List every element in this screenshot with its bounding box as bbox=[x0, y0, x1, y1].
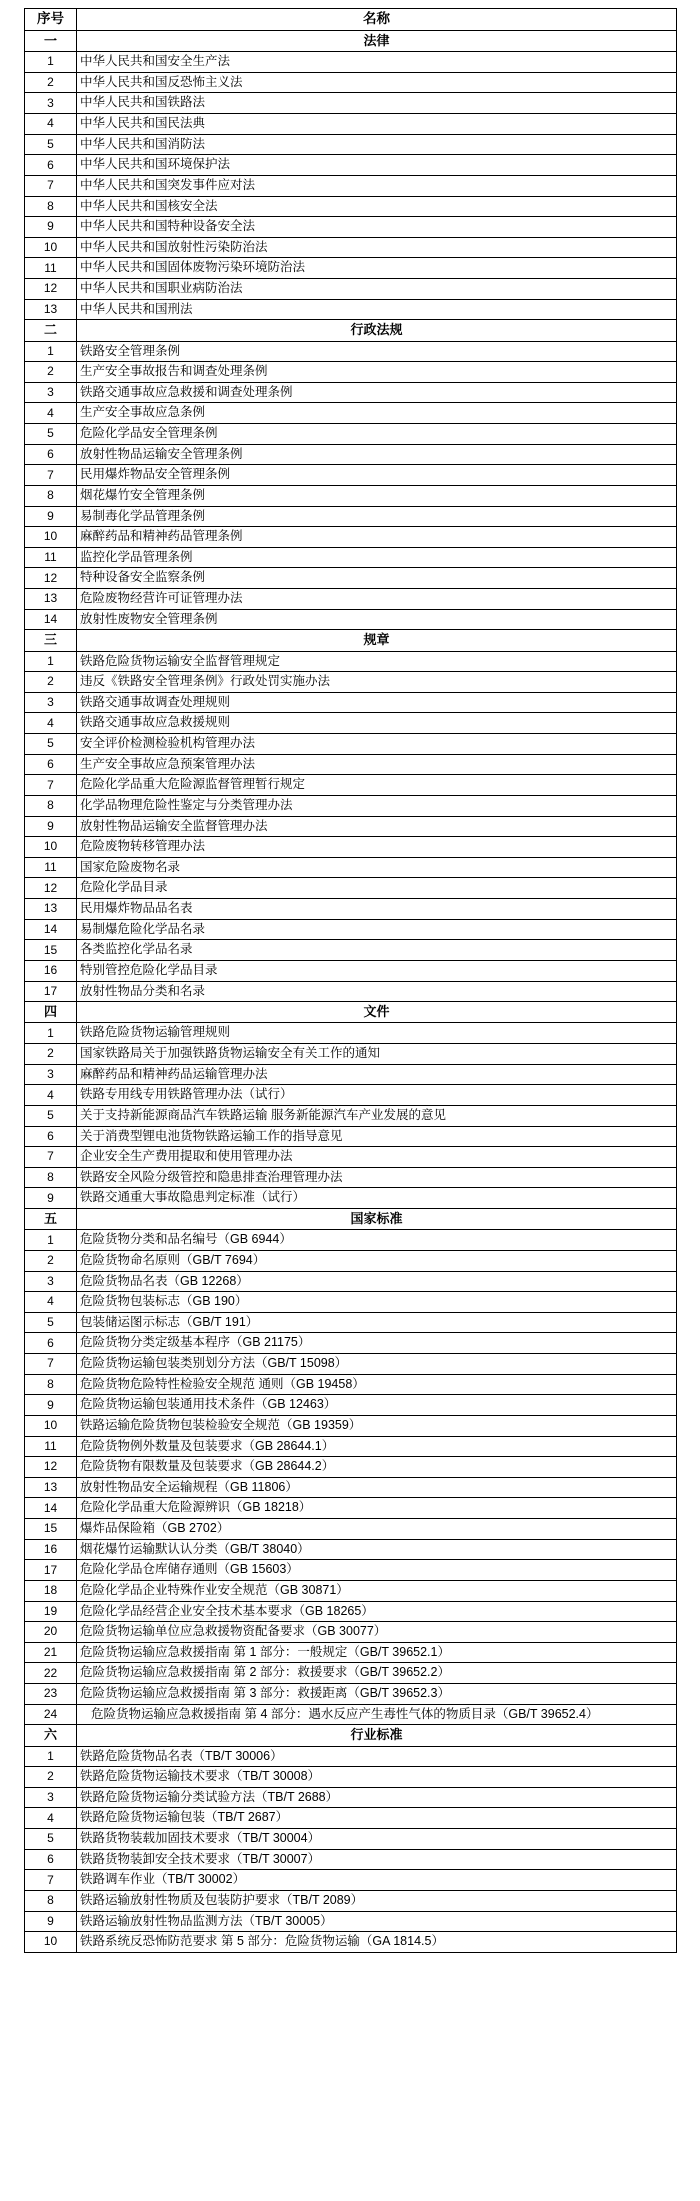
row-index: 8 bbox=[25, 1167, 77, 1188]
row-name: 中华人民共和国刑法 bbox=[77, 299, 677, 320]
table-row bbox=[25, 114, 677, 135]
table-row bbox=[25, 424, 677, 445]
table-row bbox=[25, 1023, 677, 1044]
row-index: 3 bbox=[25, 692, 77, 713]
row-index: 13 bbox=[25, 899, 77, 920]
row-index: 12 bbox=[25, 568, 77, 589]
row-name: 铁路危险货物品名表（TB/T 30006） bbox=[77, 1746, 677, 1767]
table-row bbox=[25, 1333, 677, 1354]
row-name: 危险货物分类定级基本程序（GB 21175） bbox=[77, 1333, 677, 1354]
row-index: 11 bbox=[25, 258, 77, 279]
row-name: 中华人民共和国核安全法 bbox=[77, 196, 677, 217]
table-row bbox=[25, 837, 677, 858]
row-index: 8 bbox=[25, 196, 77, 217]
table-row bbox=[25, 960, 677, 981]
table-row bbox=[25, 940, 677, 961]
row-name: 铁路货物装载加固技术要求（TB/T 30004） bbox=[77, 1829, 677, 1850]
row-name: 生产安全事故应急预案管理办法 bbox=[77, 754, 677, 775]
row-name: 铁路交通事故应急救援和调查处理条例 bbox=[77, 382, 677, 403]
row-name: 放射性物品安全运输规程（GB 11806） bbox=[77, 1477, 677, 1498]
row-name: 国家危险废物名录 bbox=[77, 857, 677, 878]
row-name: 危险货物运输包装通用技术条件（GB 12463） bbox=[77, 1395, 677, 1416]
row-index: 6 bbox=[25, 155, 77, 176]
row-name: 中华人民共和国固体废物污染环境防治法 bbox=[77, 258, 677, 279]
table-row bbox=[25, 1932, 677, 1953]
row-index: 8 bbox=[25, 485, 77, 506]
row-name: 生产安全事故应急条例 bbox=[77, 403, 677, 424]
row-name: 生产安全事故报告和调查处理条例 bbox=[77, 362, 677, 383]
table-row bbox=[25, 547, 677, 568]
table-row bbox=[25, 1642, 677, 1663]
row-name: 烟花爆竹运输默认认分类（GB/T 38040） bbox=[77, 1539, 677, 1560]
column-header-index: 序号 bbox=[25, 9, 77, 31]
row-index: 1 bbox=[25, 1230, 77, 1251]
section-title: 规章 bbox=[77, 630, 677, 651]
row-index: 2 bbox=[25, 672, 77, 693]
row-name: 关于支持新能源商品汽车铁路运输 服务新能源汽车产业发展的意见 bbox=[77, 1105, 677, 1126]
row-name: 麻醉药品和精神药品运输管理办法 bbox=[77, 1064, 677, 1085]
row-index: 8 bbox=[25, 1890, 77, 1911]
table-row bbox=[25, 93, 677, 114]
row-index: 7 bbox=[25, 1870, 77, 1891]
row-name: 危险货物危险特性检验安全规范 通则（GB 19458） bbox=[77, 1374, 677, 1395]
row-index: 24 bbox=[25, 1704, 77, 1725]
row-index: 11 bbox=[25, 547, 77, 568]
row-name: 中华人民共和国突发事件应对法 bbox=[77, 175, 677, 196]
row-index: 3 bbox=[25, 93, 77, 114]
table-row bbox=[25, 981, 677, 1002]
row-name: 企业安全生产费用提取和使用管理办法 bbox=[77, 1147, 677, 1168]
section-row bbox=[25, 1725, 677, 1746]
section-index: 三 bbox=[25, 630, 77, 651]
row-name: 铁路专用线专用铁路管理办法（试行） bbox=[77, 1085, 677, 1106]
table-row bbox=[25, 1292, 677, 1313]
section-index: 二 bbox=[25, 320, 77, 341]
table-row bbox=[25, 1271, 677, 1292]
row-name: 铁路危险货物运输包装（TB/T 2687） bbox=[77, 1808, 677, 1829]
section-index: 六 bbox=[25, 1725, 77, 1746]
table-body bbox=[25, 30, 677, 1952]
table-row bbox=[25, 382, 677, 403]
row-name: 铁路危险货物运输管理规则 bbox=[77, 1023, 677, 1044]
row-index: 4 bbox=[25, 403, 77, 424]
row-index: 2 bbox=[25, 1250, 77, 1271]
row-index: 22 bbox=[25, 1663, 77, 1684]
section-title: 文件 bbox=[77, 1002, 677, 1023]
section-title: 国家标准 bbox=[77, 1209, 677, 1230]
row-name: 放射性物品运输安全监督管理办法 bbox=[77, 816, 677, 837]
row-index: 10 bbox=[25, 527, 77, 548]
row-name: 铁路安全管理条例 bbox=[77, 341, 677, 362]
table-row bbox=[25, 1849, 677, 1870]
table-row bbox=[25, 1767, 677, 1788]
table-row bbox=[25, 899, 677, 920]
row-name: 易制毒化学品管理条例 bbox=[77, 506, 677, 527]
table-row bbox=[25, 1167, 677, 1188]
row-name: 危险货物运输包装类别划分方法（GB/T 15098） bbox=[77, 1354, 677, 1375]
table-row bbox=[25, 1601, 677, 1622]
table-row bbox=[25, 1539, 677, 1560]
row-name: 铁路危险货物运输分类试验方法（TB/T 2688） bbox=[77, 1787, 677, 1808]
row-index: 10 bbox=[25, 837, 77, 858]
table-row bbox=[25, 1663, 677, 1684]
row-index: 6 bbox=[25, 444, 77, 465]
table-row bbox=[25, 1684, 677, 1705]
table-row bbox=[25, 1395, 677, 1416]
row-name: 铁路安全风险分级管控和隐患排查治理管理办法 bbox=[77, 1167, 677, 1188]
row-index: 10 bbox=[25, 1415, 77, 1436]
row-name: 放射性废物安全管理条例 bbox=[77, 609, 677, 630]
row-index: 9 bbox=[25, 217, 77, 238]
row-index: 14 bbox=[25, 609, 77, 630]
table-row bbox=[25, 1126, 677, 1147]
row-index: 9 bbox=[25, 1395, 77, 1416]
table-row bbox=[25, 52, 677, 73]
table-row bbox=[25, 878, 677, 899]
table-row bbox=[25, 341, 677, 362]
row-name: 危险货物运输单位应急救援物资配备要求（GB 30077） bbox=[77, 1622, 677, 1643]
row-index: 18 bbox=[25, 1580, 77, 1601]
row-index: 6 bbox=[25, 1126, 77, 1147]
row-index: 19 bbox=[25, 1601, 77, 1622]
table-row bbox=[25, 72, 677, 93]
table-row bbox=[25, 672, 677, 693]
table-row bbox=[25, 444, 677, 465]
row-name: 危险货物运输应急救援指南 第 1 部分：一般规定（GB/T 39652.1） bbox=[77, 1642, 677, 1663]
row-name: 中华人民共和国职业病防治法 bbox=[77, 279, 677, 300]
row-index: 3 bbox=[25, 1787, 77, 1808]
row-index: 2 bbox=[25, 362, 77, 383]
row-name: 特别管控危险化学品目录 bbox=[77, 960, 677, 981]
row-name: 危险化学品企业特殊作业安全规范（GB 30871） bbox=[77, 1580, 677, 1601]
section-row bbox=[25, 630, 677, 651]
table-row bbox=[25, 1415, 677, 1436]
table-row bbox=[25, 651, 677, 672]
table-row bbox=[25, 589, 677, 610]
table-row bbox=[25, 1870, 677, 1891]
table-row bbox=[25, 279, 677, 300]
row-index: 12 bbox=[25, 1457, 77, 1478]
row-name: 中华人民共和国反恐怖主义法 bbox=[77, 72, 677, 93]
row-name: 危险货物运输应急救援指南 第 3 部分：救援距离（GB/T 39652.3） bbox=[77, 1684, 677, 1705]
row-index: 5 bbox=[25, 1829, 77, 1850]
row-index: 14 bbox=[25, 919, 77, 940]
row-name: 危险货物命名原则（GB/T 7694） bbox=[77, 1250, 677, 1271]
table-row bbox=[25, 775, 677, 796]
table-row bbox=[25, 1808, 677, 1829]
row-index: 13 bbox=[25, 589, 77, 610]
row-index: 3 bbox=[25, 382, 77, 403]
row-index: 8 bbox=[25, 1374, 77, 1395]
row-index: 2 bbox=[25, 72, 77, 93]
row-name: 国家铁路局关于加强铁路货物运输安全有关工作的通知 bbox=[77, 1044, 677, 1065]
table-row bbox=[25, 217, 677, 238]
row-name: 特种设备安全监察条例 bbox=[77, 568, 677, 589]
table-row bbox=[25, 1064, 677, 1085]
table-header-row bbox=[25, 9, 677, 31]
column-header-name: 名称 bbox=[77, 9, 677, 31]
row-name: 危险货物例外数量及包装要求（GB 28644.1） bbox=[77, 1436, 677, 1457]
row-name: 中华人民共和国安全生产法 bbox=[77, 52, 677, 73]
row-index: 4 bbox=[25, 713, 77, 734]
section-title: 行政法规 bbox=[77, 320, 677, 341]
row-index: 4 bbox=[25, 1085, 77, 1106]
row-name: 铁路交通重大事故隐患判定标准（试行） bbox=[77, 1188, 677, 1209]
table-row bbox=[25, 754, 677, 775]
row-name: 各类监控化学品名录 bbox=[77, 940, 677, 961]
row-name: 中华人民共和国铁路法 bbox=[77, 93, 677, 114]
row-index: 17 bbox=[25, 1560, 77, 1581]
table-row bbox=[25, 465, 677, 486]
table-row bbox=[25, 155, 677, 176]
row-name: 放射性物品分类和名录 bbox=[77, 981, 677, 1002]
row-name: 危险货物品名表（GB 12268） bbox=[77, 1271, 677, 1292]
table-row bbox=[25, 795, 677, 816]
row-index: 5 bbox=[25, 1312, 77, 1333]
section-index: 五 bbox=[25, 1209, 77, 1230]
row-index: 9 bbox=[25, 1911, 77, 1932]
row-name: 易制爆危险化学品名录 bbox=[77, 919, 677, 940]
table-row bbox=[25, 857, 677, 878]
row-name: 监控化学品管理条例 bbox=[77, 547, 677, 568]
table-row bbox=[25, 1147, 677, 1168]
row-name: 中华人民共和国消防法 bbox=[77, 134, 677, 155]
row-index: 9 bbox=[25, 506, 77, 527]
row-index: 10 bbox=[25, 237, 77, 258]
table-row bbox=[25, 1230, 677, 1251]
row-index: 11 bbox=[25, 1436, 77, 1457]
table-row bbox=[25, 1354, 677, 1375]
row-index: 4 bbox=[25, 1292, 77, 1313]
table-row bbox=[25, 485, 677, 506]
row-index: 15 bbox=[25, 940, 77, 961]
row-name: 危险化学品仓库储存通则（GB 15603） bbox=[77, 1560, 677, 1581]
table-row bbox=[25, 1250, 677, 1271]
table-row bbox=[25, 1498, 677, 1519]
row-name: 铁路危险货物运输安全监督管理规定 bbox=[77, 651, 677, 672]
table-row bbox=[25, 919, 677, 940]
row-name: 铁路运输放射性物质及包装防护要求（TB/T 2089） bbox=[77, 1890, 677, 1911]
table-row bbox=[25, 1519, 677, 1540]
table-row bbox=[25, 1829, 677, 1850]
row-name: 中华人民共和国放射性污染防治法 bbox=[77, 237, 677, 258]
table-row bbox=[25, 1746, 677, 1767]
row-index: 6 bbox=[25, 754, 77, 775]
row-name: 麻醉药品和精神药品管理条例 bbox=[77, 527, 677, 548]
row-name: 危险货物运输应急救援指南 第 4 部分：遇水反应产生毒性气体的物质目录（GB/T 39652.4） bbox=[77, 1704, 677, 1725]
row-name: 铁路系统反恐怖防范要求 第 5 部分：危险货物运输（GA 1814.5） bbox=[77, 1932, 677, 1953]
row-index: 21 bbox=[25, 1642, 77, 1663]
row-index: 12 bbox=[25, 279, 77, 300]
row-name: 违反《铁路安全管理条例》行政处罚实施办法 bbox=[77, 672, 677, 693]
row-name: 铁路货物装卸安全技术要求（TB/T 30007） bbox=[77, 1849, 677, 1870]
row-name: 铁路交通事故应急救援规则 bbox=[77, 713, 677, 734]
row-name: 危险化学品经营企业安全技术基本要求（GB 18265） bbox=[77, 1601, 677, 1622]
table-row bbox=[25, 734, 677, 755]
table-row bbox=[25, 609, 677, 630]
table-row bbox=[25, 1436, 677, 1457]
table-row bbox=[25, 1622, 677, 1643]
table-row bbox=[25, 1704, 677, 1725]
row-name: 化学品物理危险性鉴定与分类管理办法 bbox=[77, 795, 677, 816]
row-index: 3 bbox=[25, 1271, 77, 1292]
row-name: 铁路危险货物运输技术要求（TB/T 30008） bbox=[77, 1767, 677, 1788]
row-index: 20 bbox=[25, 1622, 77, 1643]
row-name: 中华人民共和国环境保护法 bbox=[77, 155, 677, 176]
row-name: 危险货物包装标志（GB 190） bbox=[77, 1292, 677, 1313]
table-row bbox=[25, 1188, 677, 1209]
section-row bbox=[25, 320, 677, 341]
row-index: 1 bbox=[25, 1746, 77, 1767]
table-row bbox=[25, 196, 677, 217]
section-title: 法律 bbox=[77, 30, 677, 51]
table-row bbox=[25, 1890, 677, 1911]
table-row bbox=[25, 1044, 677, 1065]
table-row bbox=[25, 175, 677, 196]
table-row bbox=[25, 1457, 677, 1478]
row-name: 危险化学品安全管理条例 bbox=[77, 424, 677, 445]
section-row bbox=[25, 30, 677, 51]
row-index: 2 bbox=[25, 1767, 77, 1788]
row-index: 2 bbox=[25, 1044, 77, 1065]
table-row bbox=[25, 134, 677, 155]
row-name: 民用爆炸物品品名表 bbox=[77, 899, 677, 920]
row-index: 16 bbox=[25, 1539, 77, 1560]
row-index: 13 bbox=[25, 299, 77, 320]
row-index: 1 bbox=[25, 52, 77, 73]
row-index: 14 bbox=[25, 1498, 77, 1519]
row-name: 危险废物转移管理办法 bbox=[77, 837, 677, 858]
table-row bbox=[25, 527, 677, 548]
table-row bbox=[25, 237, 677, 258]
row-index: 7 bbox=[25, 175, 77, 196]
table-row bbox=[25, 299, 677, 320]
row-index: 17 bbox=[25, 981, 77, 1002]
row-index: 12 bbox=[25, 878, 77, 899]
row-index: 9 bbox=[25, 816, 77, 837]
table-row bbox=[25, 1560, 677, 1581]
row-index: 23 bbox=[25, 1684, 77, 1705]
row-name: 危险化学品重大危险源监督管理暂行规定 bbox=[77, 775, 677, 796]
table-row bbox=[25, 816, 677, 837]
table-row bbox=[25, 258, 677, 279]
row-index: 10 bbox=[25, 1932, 77, 1953]
regulations-table bbox=[24, 8, 677, 1953]
row-index: 5 bbox=[25, 424, 77, 445]
table-row bbox=[25, 1787, 677, 1808]
row-name: 中华人民共和国特种设备安全法 bbox=[77, 217, 677, 238]
section-row bbox=[25, 1002, 677, 1023]
row-name: 安全评价检测检验机构管理办法 bbox=[77, 734, 677, 755]
row-name: 铁路运输放射性物品监测方法（TB/T 30005） bbox=[77, 1911, 677, 1932]
row-index: 5 bbox=[25, 1105, 77, 1126]
row-index: 4 bbox=[25, 114, 77, 135]
table-row bbox=[25, 362, 677, 383]
row-name: 危险货物有限数量及包装要求（GB 28644.2） bbox=[77, 1457, 677, 1478]
row-name: 爆炸品保险箱（GB 2702） bbox=[77, 1519, 677, 1540]
table-row bbox=[25, 403, 677, 424]
row-index: 15 bbox=[25, 1519, 77, 1540]
section-row bbox=[25, 1209, 677, 1230]
row-name: 铁路调车作业（TB/T 30002） bbox=[77, 1870, 677, 1891]
row-name: 烟花爆竹安全管理条例 bbox=[77, 485, 677, 506]
row-name: 危险化学品重大危险源辨识（GB 18218） bbox=[77, 1498, 677, 1519]
row-index: 7 bbox=[25, 465, 77, 486]
row-name: 关于消费型锂电池货物铁路运输工作的指导意见 bbox=[77, 1126, 677, 1147]
row-index: 1 bbox=[25, 1023, 77, 1044]
row-index: 1 bbox=[25, 341, 77, 362]
table-row bbox=[25, 568, 677, 589]
row-index: 9 bbox=[25, 1188, 77, 1209]
row-name: 中华人民共和国民法典 bbox=[77, 114, 677, 135]
row-index: 7 bbox=[25, 1354, 77, 1375]
row-index: 3 bbox=[25, 1064, 77, 1085]
table-row bbox=[25, 1085, 677, 1106]
row-index: 5 bbox=[25, 134, 77, 155]
section-index: 一 bbox=[25, 30, 77, 51]
row-index: 8 bbox=[25, 795, 77, 816]
row-index: 11 bbox=[25, 857, 77, 878]
table-row bbox=[25, 1477, 677, 1498]
row-name: 放射性物品运输安全管理条例 bbox=[77, 444, 677, 465]
row-index: 16 bbox=[25, 960, 77, 981]
table-row bbox=[25, 1312, 677, 1333]
row-index: 1 bbox=[25, 651, 77, 672]
row-index: 4 bbox=[25, 1808, 77, 1829]
table-row bbox=[25, 1105, 677, 1126]
row-index: 7 bbox=[25, 775, 77, 796]
row-name: 危险货物运输应急救援指南 第 2 部分：救援要求（GB/T 39652.2） bbox=[77, 1663, 677, 1684]
table-row bbox=[25, 1580, 677, 1601]
row-index: 5 bbox=[25, 734, 77, 755]
row-index: 13 bbox=[25, 1477, 77, 1498]
row-name: 包装储运图示标志（GB/T 191） bbox=[77, 1312, 677, 1333]
table-row bbox=[25, 692, 677, 713]
section-title: 行业标准 bbox=[77, 1725, 677, 1746]
row-name: 铁路运输危险货物包装检验安全规范（GB 19359） bbox=[77, 1415, 677, 1436]
row-name: 危险化学品目录 bbox=[77, 878, 677, 899]
row-name: 民用爆炸物品安全管理条例 bbox=[77, 465, 677, 486]
table-row bbox=[25, 1374, 677, 1395]
row-name: 危险废物经营许可证管理办法 bbox=[77, 589, 677, 610]
row-index: 6 bbox=[25, 1849, 77, 1870]
section-index: 四 bbox=[25, 1002, 77, 1023]
row-name: 危险货物分类和品名编号（GB 6944） bbox=[77, 1230, 677, 1251]
table-row bbox=[25, 1911, 677, 1932]
table-head bbox=[25, 9, 677, 31]
row-name: 铁路交通事故调查处理规则 bbox=[77, 692, 677, 713]
table-row bbox=[25, 506, 677, 527]
row-index: 6 bbox=[25, 1333, 77, 1354]
table-row bbox=[25, 713, 677, 734]
row-index: 7 bbox=[25, 1147, 77, 1168]
